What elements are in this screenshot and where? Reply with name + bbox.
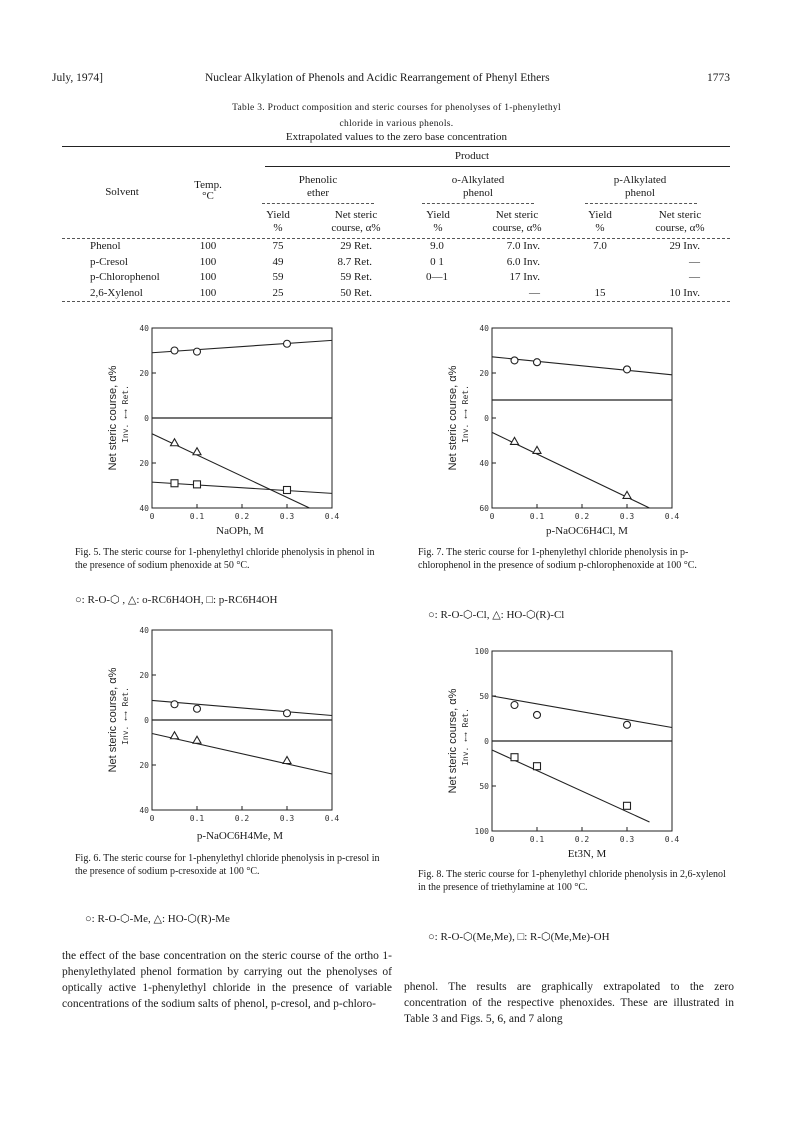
y-tick-label: 20 [139,369,149,378]
table-product-rule [265,166,730,167]
fig7-caption: Fig. 7. The steric course for 1-phenylethyl chloride phenolysis in p-chlorophenol in the presence of sodium p-chlorophenoxide at 100 °C. [418,547,697,571]
data-point-triangle [623,491,631,498]
x-tick-label: 0.4 [324,814,340,823]
figure-6 [100,624,342,826]
data-point-circle [511,357,518,364]
y-tick-label: 100 [474,647,489,656]
table-cell-s1: 8.7 Ret. [337,256,372,268]
table-cell-solvent: p-Cresol [90,256,128,268]
x-tick-label: 0.4 [664,512,680,521]
x-tick-label: 0.2 [574,835,590,844]
y-axis-label: Net steric course, α% [107,667,119,773]
table-cell-y1: 49 [272,256,284,268]
fig8-legend: ○: R-O-⬡(Me,Me), □: R-⬡(Me,Me)-OH [428,931,610,943]
data-point-circle [284,710,291,717]
figure-8 [440,645,682,847]
table-cell-temp: 100 [199,287,217,299]
data-point-triangle [283,757,291,764]
series-line-triangle [152,734,332,775]
yield-header-3: Yield % [588,209,612,234]
fig6-caption: Fig. 6. The steric course for 1-phenylethyl chloride phenolysis in p-cresol in the presence of sodium p-cresoxide at 100 °C. [75,853,380,877]
table-cell-s2: 7.0 Inv. [506,240,540,252]
fig5-xlabel: NaOPh, M [216,525,264,537]
y-tick-label: 20 [479,369,489,378]
table-cell-y1: 75 [272,240,284,252]
y-tick-label: 60 [479,504,489,513]
data-point-circle [171,347,178,354]
yield-header-1: Yield % [266,209,290,234]
table-bottom-rule [62,301,730,302]
data-point-triangle [533,446,541,453]
table-cell-y1: 25 [272,287,284,299]
data-point-circle [171,701,178,708]
x-tick-label: 0.2 [234,512,250,521]
series-line-circle [152,340,332,352]
y-tick-label: 20 [139,671,149,680]
yield-header-2: Yield % [426,209,450,234]
y-tick-label: 40 [139,626,149,635]
table-cell-y3: 15 [594,287,606,299]
data-point-circle [624,366,631,373]
x-tick-label: 0.3 [279,512,295,521]
table-cell-s1: 50 Ret. [340,287,372,299]
y-axis-label: Net steric course, α% [447,365,459,471]
y-tick-label: 40 [139,324,149,333]
y-tick-label: 0 [144,716,149,725]
y-tick-label: 0 [484,737,489,746]
steric-header-1: Net steric course, α% [331,209,381,234]
x-tick-label: 0.2 [234,814,250,823]
table-cell-temp: 100 [199,240,217,252]
figure-7 [440,322,682,524]
x-tick-label: 0.3 [279,814,295,823]
table-subtitle: Extrapolated values to the zero base concentration [285,131,508,143]
data-point-circle [534,711,541,718]
fig5-chart [100,322,342,524]
col-solvent: Solvent [105,186,139,198]
fig7-chart [440,322,682,524]
table-cell-s1: 59 Ret. [340,271,372,283]
x-tick-label: 0 [149,814,155,823]
table-cell-s2: — [529,287,540,299]
data-point-triangle [193,448,201,455]
x-tick-label: 0.1 [529,835,545,844]
y-tick-label: 50 [479,782,489,791]
table-product-header: Product [454,150,490,162]
y-axis-label: Net steric course, α% [107,365,119,471]
ret-inv-label: Inv. ←→ Ret. [121,385,130,443]
data-point-circle [284,340,291,347]
y-axis-label: Net steric course, α% [447,688,459,794]
y-tick-label: 20 [139,761,149,770]
table-cell-y1: 59 [272,271,284,283]
data-point-square [624,802,631,809]
table-caption-line2: chloride in various phenols. [339,119,454,129]
table-cell-s3: — [689,256,700,268]
x-tick-label: 0.1 [529,512,545,521]
x-tick-label: 0.4 [664,835,680,844]
col-temp: Temp. °C [194,179,222,202]
figure-5 [100,322,342,524]
group-o-alkylated: o-Alkylated phenol [451,174,505,199]
fig8-caption: Fig. 8. The steric course for 1-phenylethyl chloride phenolysis in 2,6-xylenol in the presence of triethylamine at 100 °C. [418,869,726,893]
table-top-rule [62,146,730,147]
series-line-square [152,482,332,493]
data-point-square [284,487,291,494]
fig6-legend: ○: R-O-⬡-Me, △: HO-⬡(R)-Me [85,913,230,925]
data-point-triangle [511,437,519,444]
series-line-circle [492,696,672,728]
table-cell-s1: 29 Ret. [340,240,372,252]
data-point-circle [194,705,201,712]
table-cell-s3: 10 Inv. [669,287,700,299]
data-point-square [194,481,201,488]
y-tick-label: 20 [139,459,149,468]
body-text-left: the effect of the base concentration on the steric course of the ortho 1-phenylethylated phenol formation by carrying out the phenolyses of optically active 1-phenylethyl chloride in the presence of variable concentrations of the sodium salts of phenol, p-cresol, and p-chloro- [62,950,392,1010]
page-number: 1773 [707,72,730,84]
x-tick-label: 0 [489,512,495,521]
x-tick-label: 0.2 [574,512,590,521]
fig7-legend: ○: R-O-⬡-Cl, △: HO-⬡(R)-Cl [428,609,565,621]
y-tick-label: 100 [474,827,489,836]
data-point-triangle [171,439,179,446]
table-cell-solvent: p-Chlorophenol [90,271,160,283]
table-cell-y3: 7.0 [593,240,607,252]
table-cell-temp: 100 [199,256,217,268]
header-title: Nuclear Alkylation of Phenols and Acidic Rearrangement of Phenyl Ethers [205,72,550,84]
y-tick-label: 40 [139,806,149,815]
fig6-chart [100,624,342,826]
data-point-square [171,480,178,487]
table-cell-s3: 29 Inv. [669,240,700,252]
fig8-xlabel: Et3N, M [567,848,607,860]
data-point-circle [624,721,631,728]
x-tick-label: 0 [489,835,495,844]
table-cell-s3: — [689,271,700,283]
table-cell-solvent: Phenol [90,240,121,252]
ret-inv-label: Inv. ←→ Ret. [461,385,470,443]
group-phenolic-ether: Phenolic ether [298,174,338,199]
y-tick-label: 40 [139,504,149,513]
x-tick-label: 0 [149,512,155,521]
steric-header-2: Net steric course, α% [492,209,542,234]
x-tick-label: 0.3 [619,512,635,521]
table-cell-s2: 6.0 Inv. [506,256,540,268]
data-point-square [534,763,541,770]
y-tick-label: 0 [484,414,489,423]
table-cell-y2: 0—1 [426,271,448,283]
fig7-xlabel: p-NaOC6H4Cl, M [546,525,628,537]
group3-rule [585,203,697,204]
group-p-alkylated: p-Alkylated phenol [613,174,667,199]
table-cell-y2: 9.0 [430,240,444,252]
series-line-circle [152,700,332,715]
table-caption-line1: Table 3. Product composition and steric courses for phenolyses of 1-phenylethyl [232,103,561,113]
ret-inv-label: Inv. ←→ Ret. [461,708,470,766]
table-cell-s2: 17 Inv. [509,271,540,283]
x-tick-label: 0.1 [189,814,205,823]
table-cell-y2: 0 1 [430,256,444,268]
body-text-right: phenol. The results are graphically extrapolated to the zero concentration of the respective phenoxides. These are illustrated in Table 3 and Figs. 5, 6, and 7 along [404,981,734,1025]
data-point-circle [511,702,518,709]
fig5-caption: Fig. 5. The steric course for 1-phenylethyl chloride phenolysis in phenol in the presence of sodium phenoxide at 50 °C. [75,547,375,571]
x-tick-label: 0.4 [324,512,340,521]
x-tick-label: 0.3 [619,835,635,844]
group1-rule [262,203,374,204]
y-tick-label: 40 [479,459,489,468]
x-tick-label: 0.1 [189,512,205,521]
data-point-square [511,754,518,761]
fig5-legend: ○: R-O-⬡ , △: o-RC6H4OH, □: p-RC6H4OH [75,594,278,606]
plot-frame [492,328,672,508]
y-tick-label: 50 [479,692,489,701]
header-date: July, 1974] [52,72,104,84]
table-cell-temp: 100 [199,271,217,283]
y-tick-label: 0 [144,414,149,423]
table-cell-solvent: 2,6-Xylenol [90,287,143,299]
header-bottom-rule [62,238,730,239]
data-point-triangle [193,736,201,743]
data-point-triangle [171,732,179,739]
y-tick-label: 40 [479,324,489,333]
data-point-circle [534,359,541,366]
fig8-chart [440,645,682,847]
series-line-circle [492,357,672,375]
ret-inv-label: Inv. ←→ Ret. [121,687,130,745]
fig6-xlabel: p-NaOC6H4Me, M [196,830,284,842]
group2-rule [422,203,534,204]
steric-header-3: Net steric course, α% [655,209,705,234]
data-point-circle [194,348,201,355]
